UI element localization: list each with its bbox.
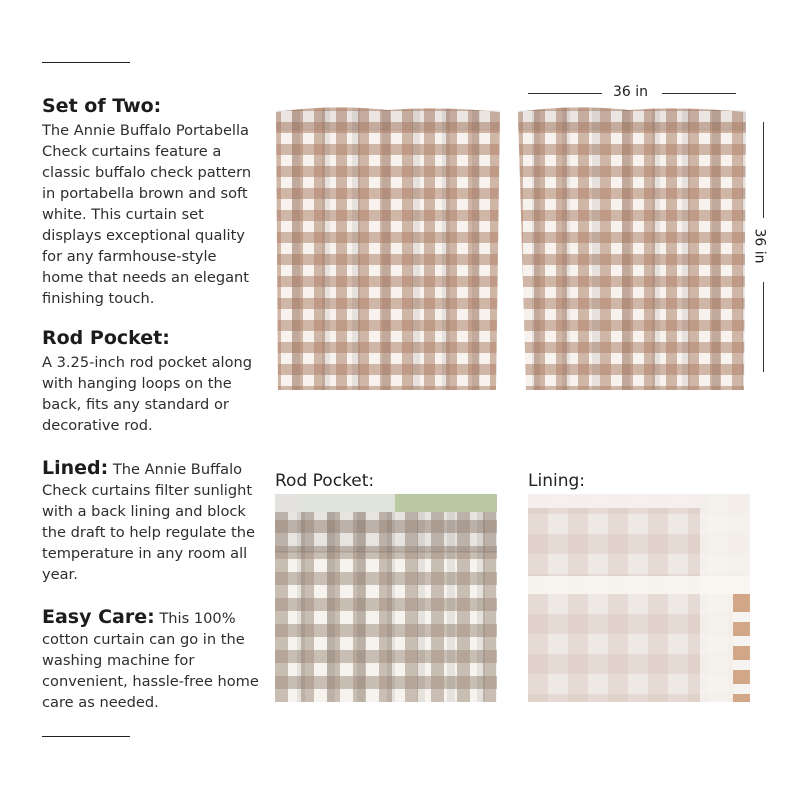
rod-pocket-label: Rod Pocket: — [275, 471, 375, 491]
rod-pocket-heading: Rod Pocket: — [42, 327, 170, 349]
set-of-two-heading: Set of Two: — [42, 95, 162, 117]
easy-care-heading: Easy Care: — [42, 606, 155, 628]
section-lined — [42, 458, 260, 585]
height-dimension-line-bottom — [763, 282, 764, 372]
rod-pocket-body: A 3.25-inch rod pocket along with hanging loops on the back, fits any standard or decorative rod. — [42, 354, 253, 434]
left-curtain-panel — [276, 107, 500, 390]
rod-pocket-photo — [275, 494, 497, 702]
lined-heading: Lined: — [42, 457, 109, 479]
lining-label: Lining: — [528, 471, 585, 491]
width-dimension-line-right — [662, 93, 736, 94]
bottom-divider — [42, 736, 130, 737]
section-set-of-two — [42, 94, 260, 309]
lining-photo — [528, 494, 750, 702]
section-rod-pocket — [42, 326, 260, 436]
section-easy-care — [42, 607, 260, 713]
height-dimension-line-top — [763, 122, 764, 218]
right-curtain-panel — [518, 107, 746, 390]
set-of-two-body: The Annie Buffalo Portabella Check curtains feature a classic buffalo check pattern in portabella brown and soft white. This curtain set displays exceptional quality for any farmhouse-style home that needs an elegant finishing touch. — [42, 122, 252, 307]
width-dimension-label: 36 in — [613, 84, 649, 100]
height-dimension-label: 36 in — [751, 228, 768, 264]
top-divider — [42, 62, 130, 63]
width-dimension-line-left — [528, 93, 602, 94]
easy-care-body: This 100% cotton curtain can go in the washing machine for convenient, hassle-free home care as needed. — [42, 610, 259, 711]
curtain-panels-image — [270, 100, 760, 400]
lined-body: The Annie Buffalo Check curtains filter sunlight with a back lining and block the draft to help regulate the temperature in any room all year. — [42, 461, 255, 583]
